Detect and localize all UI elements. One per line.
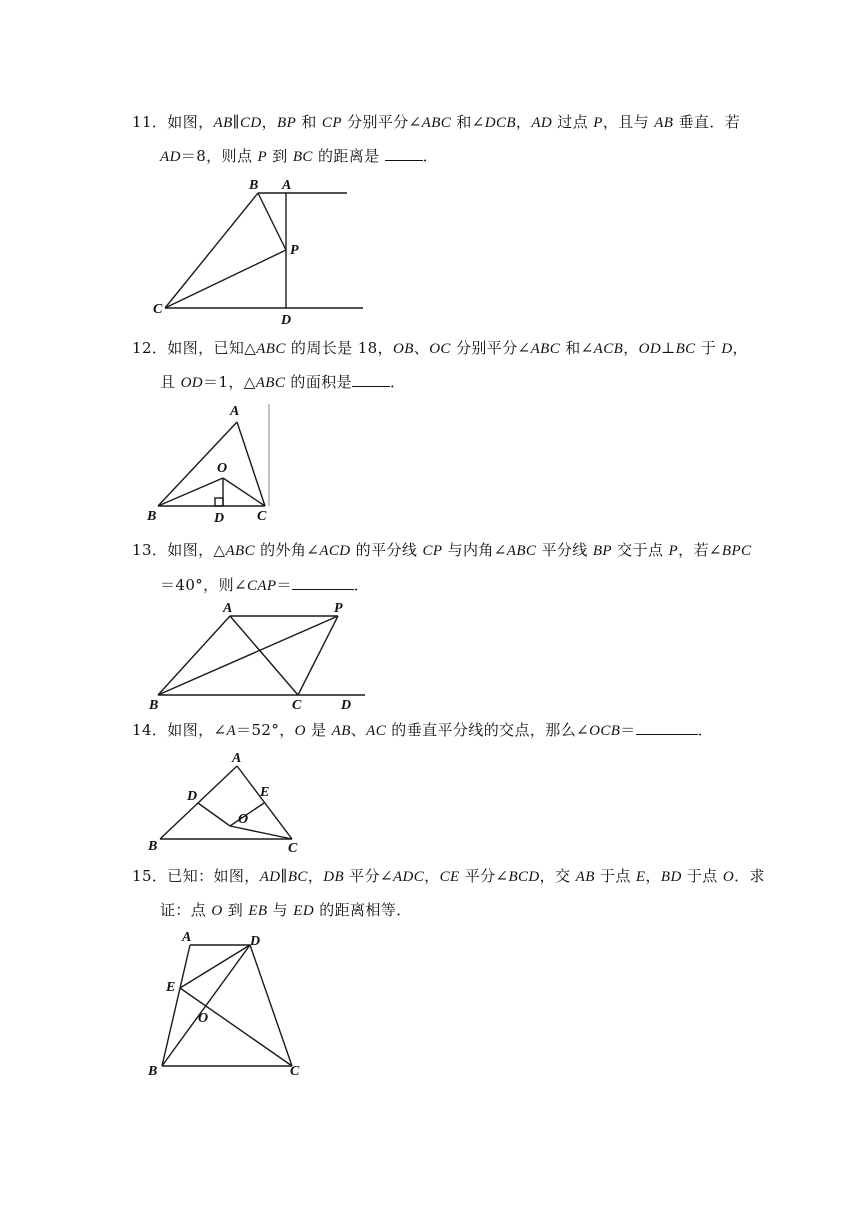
problem-14-line-1: 14．如图，∠A＝52°，O 是 AB、AC 的垂直平分线的交点，那么∠OCB＝ ．: [132, 721, 714, 739]
point-label-B: B: [149, 698, 159, 713]
problem-13-figure: [140, 598, 380, 714]
point-label-O: O: [238, 812, 249, 827]
point-label-P: P: [290, 243, 299, 258]
answer-blank[interactable]: [636, 720, 698, 735]
problem-11-figure: [140, 172, 370, 332]
point-label-A: A: [232, 751, 242, 766]
problem-13-line-1: 13．如图，△ABC 的外角∠ACD 的平分线 CP 与内角∠ABC 平分线 BP 交于点 P，若∠BPC: [132, 541, 752, 559]
problem-11-line-1: 11．如图，AB∥CD，BP 和 CP 分别平分∠ABC 和∠DCB，AD 过点 P，且与 AB 垂直．若: [132, 113, 741, 131]
problem-number: 14: [132, 721, 152, 739]
point-label-B: B: [147, 509, 157, 524]
problem-number: 11: [132, 113, 152, 131]
point-label-D: D: [250, 934, 261, 949]
problem-15-line-1: 15．已知：如图，AD∥BC，DB 平分∠ADC，CE 平分∠BCD，交 AB 于点 E，BD 于点 O．求: [132, 867, 765, 885]
point-label-B: B: [148, 839, 158, 854]
point-label-A: A: [223, 601, 233, 616]
problem-11-line-2: AD＝8，则点 P 到 BC 的距离是 ．: [160, 147, 439, 165]
point-label-D: D: [281, 313, 292, 328]
point-label-C: C: [257, 509, 267, 524]
problem-13-line-2: ＝40°，则∠CAP＝ ．: [160, 576, 370, 594]
answer-blank[interactable]: [292, 575, 354, 590]
point-label-C: C: [153, 302, 163, 317]
point-label-C: C: [288, 841, 298, 856]
point-label-B: B: [249, 178, 259, 193]
problem-number: 13: [132, 541, 152, 559]
point-label-A: A: [282, 178, 292, 193]
answer-blank[interactable]: [352, 372, 390, 387]
point-label-D: D: [214, 511, 225, 526]
problem-15-figure: [140, 926, 320, 1086]
problem-number: 15: [132, 867, 152, 885]
problem-12-line-1: 12．如图，已知△ABC 的周长是 18，OB、OC 分别平分∠ABC 和∠ACB，OD⊥BC 于 D，: [132, 339, 748, 357]
point-label-C: C: [290, 1064, 300, 1079]
problem-14-figure: [140, 748, 320, 854]
point-label-A: A: [182, 930, 192, 945]
point-label-O: O: [217, 461, 228, 476]
problem-12-figure: [140, 398, 280, 526]
answer-blank[interactable]: [385, 146, 423, 161]
point-label-D: D: [187, 789, 198, 804]
point-label-D: D: [341, 698, 352, 713]
problem-number: 12: [132, 339, 152, 357]
point-label-P: P: [334, 601, 343, 616]
point-label-A: A: [230, 404, 240, 419]
problem-15-line-2: 证：点 O 到 EB 与 ED 的距离相等．: [160, 901, 412, 919]
point-label-E: E: [260, 785, 270, 800]
problem-12-line-2: 且 OD＝1，△ABC 的面积是 ．: [160, 373, 406, 391]
point-label-E: E: [166, 980, 176, 995]
point-label-B: B: [148, 1064, 158, 1079]
point-label-O: O: [198, 1011, 209, 1026]
point-label-C: C: [292, 698, 302, 713]
